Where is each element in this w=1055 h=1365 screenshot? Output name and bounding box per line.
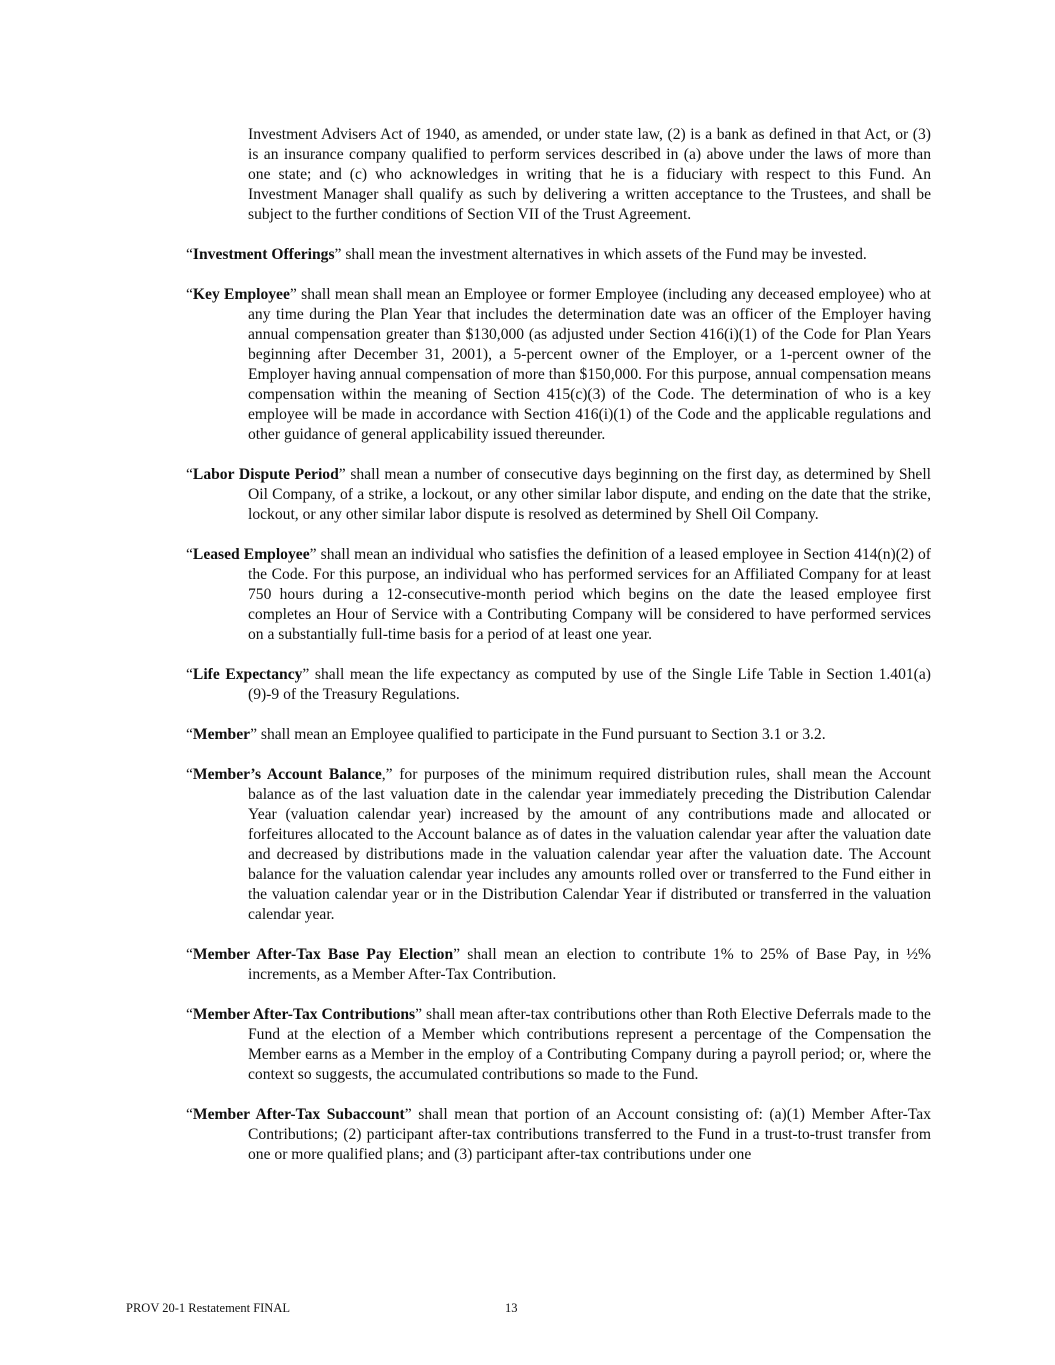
definition-paragraph [186,665,931,705]
definition-text: shall mean an individual who satisfies the definition of a leased employee in Section 414(n)(2) of the Code. For this purpose, an individual who has performed services for an Affiliated Company for at least 750 hours during a 12-consecutive-month period which begins on the date the leased employee first completes an Hour of Service with a Contributing Company will be considered to have performed services on a substantially full-time basis for a period of at least one year. [248,546,931,643]
close-quote: ,” [381,766,393,783]
open-quote: “ [186,946,193,963]
open-quote: “ [186,246,193,263]
definition-text: shall mean that portion of an Account consisting of: (a)(1) Member After-Tax Contributions; (2) participant after-tax contributions transferred to the Fund in a trust-to-trust transfer from one or more qualified plans; and (3) participant after-tax contributions under one [248,1106,931,1163]
open-quote: “ [186,466,193,483]
defined-term: Labor Dispute Period [192,466,339,483]
definition-paragraph [186,725,931,745]
definition-text: shall mean after-tax contributions other than Roth Elective Deferrals made to the Fund at the election of a Member which contributions represent a percentage of the Compensation the Member earns as a Member in the employ of a Contributing Company during a payroll period; or, where the context so suggests, the accumulated contributions so made to the Fund. [248,1006,931,1083]
open-quote: “ [186,286,193,303]
definition-paragraph [186,945,931,985]
defined-term: Member After-Tax Subaccount [192,1106,405,1123]
close-quote: ” [415,1006,423,1023]
definition-text: for purposes of the minimum required distribution rules, shall mean the Account balance as of the last valuation date in the calendar year immediately preceding the Distribution Calendar Year (valuation calendar year) increased by the amount of any contributions made and allocated or forfeitures allocated to the Account balance as of dates in the valuation calendar year after the valuation date and decreased by distributions made in the valuation calendar year after the valuation date. The Account balance for the valuation calendar year includes any amounts rolled over or transferred to the Fund either in the valuation calendar year or in the Distribution Calendar Year if distributed or transferred in the valuation calendar year. [248,766,931,923]
definition-text: shall mean an Employee qualified to participate in the Fund pursuant to Section 3.1 or 3.2. [257,726,826,743]
open-quote: “ [186,666,193,683]
definition-paragraph [186,545,931,645]
defined-term: Life Expectancy [192,666,303,683]
defined-term: Member After-Tax Base Pay Election [192,946,454,963]
defined-term: Leased Employee [192,546,310,563]
definition-paragraph [186,765,931,925]
continuation-paragraph: Investment Advisers Act of 1940, as amended, or under state law, (2) is a bank as defined in that Act, or (3) is an insurance company qualified to perform services described in (a) above under the laws of more than one state; and (c) who acknowledges in writing that he is a fiduciary with respect to this Fund. An Investment Manager shall qualify as such by delivering a written acceptance to the Trustees, and shall be subject to the further conditions of Section VII of the Trust Agreement. [248,126,931,223]
open-quote: “ [186,726,193,743]
definitions-list [186,245,931,1165]
definition-paragraph [186,465,931,525]
definition-paragraph [186,245,931,265]
open-quote: “ [186,1106,193,1123]
defined-term: Investment Offerings [192,246,335,263]
close-quote: ” [289,286,297,303]
close-quote: ” [334,246,342,263]
footer-page-number: 13 [505,1301,518,1315]
close-quote: ” [338,466,346,483]
close-quote: ” [404,1106,412,1123]
open-quote: “ [186,1006,193,1023]
close-quote: ” [250,726,257,743]
footer-document-name: PROV 20-1 Restatement FINAL [126,1301,290,1315]
close-quote: ” [453,946,461,963]
definition-text: shall mean a number of consecutive days beginning on the first day, as determined by Shell Oil Company, of a strike, a lockout, or any other similar labor dispute, and ending on the date that the strike, lockout, or any other similar labor dispute is resolved as determined by Shell Oil Company. [248,466,931,523]
defined-term: Member [192,726,251,743]
definition-text: shall mean the investment alternatives in which assets of the Fund may be invested. [341,246,867,263]
definition-text: shall mean an election to contribute 1% to 25% of Base Pay, in ½% increments, as a Member After-Tax Contribution. [248,946,931,983]
defined-term: Member After-Tax Contributions [192,1006,416,1023]
page-body [186,125,931,1165]
definition-text: shall mean the life expectancy as computed by use of the Single Life Table in Section 1.401(a)(9)-9 of the Treasury Regulations. [248,666,931,703]
definition-paragraph [186,1105,931,1165]
definition-paragraph [186,285,931,445]
close-quote: ” [309,546,317,563]
close-quote: ” [302,666,310,683]
definition-text: shall mean shall mean an Employee or former Employee (including any deceased employee) who at any time during the Plan Year that includes the determination date was an officer of the Employer having annual compensation greater than $130,000 (as adjusted under Section 416(i)(1) of the Code for Plan Years beginning after December 31, 2001), a 5-percent owner of the Employer, or a 1-percent owner of the Employer having annual compensation of more than $150,000. For this purpose, annual compensation means compensation within the meaning of Section 415(c)(3) of the Code. The determination of who is a key employee will be made in accordance with Section 416(i)(1) of the Code and the applicable regulations and other guidance of general applicability issued thereunder. [248,286,932,443]
defined-term: Key Employee [192,286,290,303]
open-quote: “ [186,546,193,563]
definition-paragraph [186,1005,931,1085]
defined-term: Member’s Account Balance [192,766,382,783]
open-quote: “ [186,766,193,783]
